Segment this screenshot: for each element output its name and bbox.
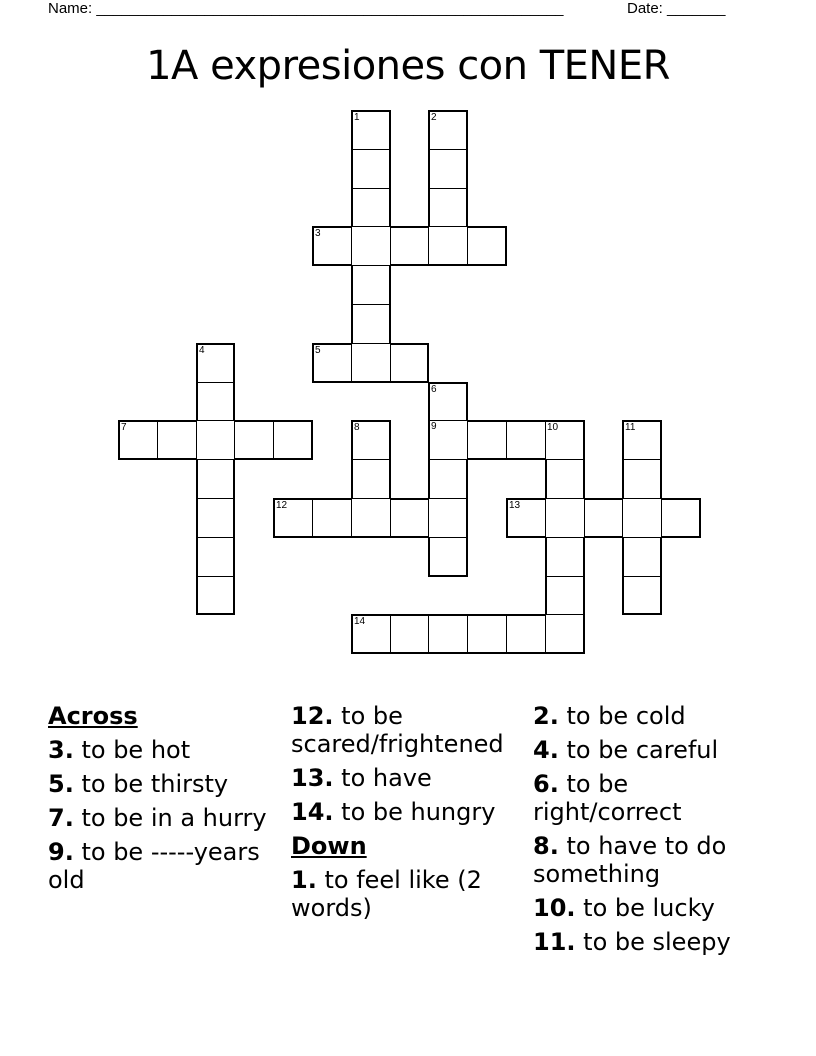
clue-item [291, 866, 531, 922]
clue-text: to be hungry [341, 798, 496, 826]
grid-cell[interactable] [545, 537, 585, 577]
clue-number: 10 [547, 422, 559, 433]
grid-cell[interactable] [428, 382, 468, 421]
grid-cell[interactable] [506, 498, 546, 538]
grid-cell[interactable] [428, 614, 468, 654]
grid-cell[interactable] [196, 459, 235, 499]
grid-cell[interactable] [351, 304, 391, 344]
grid-cell[interactable] [622, 537, 662, 577]
grid-cell[interactable] [467, 614, 507, 654]
clue-text: to be hot [81, 736, 191, 764]
clue-text: to be sleepy [583, 928, 731, 956]
clue-text: to be in a hurry [81, 804, 267, 832]
grid-cell[interactable] [312, 226, 352, 266]
grid-cell[interactable] [351, 459, 391, 499]
clue-num: 8. [533, 832, 559, 860]
clue-num: 6. [533, 770, 559, 798]
clue-text: to be thirsty [81, 770, 229, 798]
clue-number: 6 [431, 384, 437, 395]
clue-item [48, 804, 278, 832]
clue-text: to feel like (2 words) [291, 866, 482, 922]
grid-cell[interactable] [351, 110, 391, 150]
grid-cell[interactable] [584, 498, 623, 538]
grid-cell[interactable] [312, 343, 352, 383]
clue-text: to be lucky [583, 894, 715, 922]
grid-cell[interactable] [545, 459, 585, 499]
grid-cell[interactable] [428, 149, 468, 189]
clue-number: 8 [354, 422, 360, 433]
clue-item [533, 702, 773, 730]
grid-cell[interactable] [622, 420, 662, 460]
clues-column-1 [48, 702, 278, 900]
down-heading: Down [291, 832, 367, 860]
grid-cell[interactable] [390, 498, 429, 538]
grid-cell[interactable] [390, 343, 429, 383]
grid-cell[interactable] [545, 420, 585, 460]
grid-cell[interactable] [351, 614, 391, 654]
clue-num: 11. [533, 928, 576, 956]
clue-text: to be cold [566, 702, 686, 730]
grid-cell[interactable] [351, 265, 391, 305]
grid-cell[interactable] [390, 614, 429, 654]
clue-number: 3 [315, 228, 321, 239]
clue-text: to have [341, 764, 432, 792]
clue-item [291, 798, 531, 826]
clue-num: 13. [291, 764, 334, 792]
clue-num: 4. [533, 736, 559, 764]
clue-num: 3. [48, 736, 74, 764]
grid-cell[interactable] [196, 537, 235, 577]
grid-cell[interactable] [351, 420, 391, 460]
clue-item [291, 702, 531, 758]
grid-cell[interactable] [351, 226, 391, 266]
clue-text: to be careful [566, 736, 719, 764]
grid-cell[interactable] [661, 498, 701, 538]
clue-num: 14. [291, 798, 334, 826]
clue-number: 11 [625, 422, 636, 433]
clue-num: 1. [291, 866, 317, 894]
clues-column-2 [291, 702, 531, 928]
grid-cell[interactable] [622, 498, 662, 538]
clue-item [48, 838, 278, 894]
grid-cell[interactable] [118, 420, 158, 460]
grid-cell[interactable] [467, 420, 507, 460]
grid-cell[interactable] [196, 343, 235, 383]
clue-num: 10. [533, 894, 576, 922]
clue-text: to be scared/frightened [291, 702, 504, 758]
clue-item [533, 736, 773, 764]
grid-cell[interactable] [428, 537, 468, 577]
clue-text: to be -----years old [48, 838, 260, 894]
clue-number: 1 [354, 112, 360, 123]
clue-text: to be right/correct [533, 770, 682, 826]
grid-cell[interactable] [428, 188, 468, 227]
grid-cell[interactable] [428, 110, 468, 150]
clues-column-3 [533, 702, 773, 962]
grid-cell[interactable] [351, 188, 391, 227]
clue-item [533, 894, 773, 922]
clue-number: 4 [199, 345, 205, 356]
grid-cell[interactable] [467, 226, 507, 266]
clue-item [533, 770, 773, 826]
clue-text: to have to do something [533, 832, 727, 888]
grid-cell[interactable] [196, 498, 235, 538]
clue-item [291, 764, 531, 792]
name-field[interactable]: Name: ________________________________________________________ [48, 0, 564, 17]
date-field[interactable]: Date: _______ [627, 0, 726, 17]
clue-number: 7 [121, 422, 127, 433]
clue-item [48, 770, 278, 798]
clue-num: 2. [533, 702, 559, 730]
clue-number: 12 [276, 500, 288, 511]
grid-cell[interactable] [157, 420, 197, 460]
grid-cell[interactable] [273, 420, 313, 460]
clue-number: 5 [315, 345, 321, 356]
clue-num: 7. [48, 804, 74, 832]
page-title: 1A expresiones con TENER [146, 43, 670, 89]
grid-cell[interactable] [428, 498, 468, 538]
clue-num: 5. [48, 770, 74, 798]
across-heading: Across [48, 702, 138, 730]
grid-cell[interactable] [545, 576, 585, 615]
grid-cell[interactable] [506, 614, 546, 654]
clue-num: 12. [291, 702, 334, 730]
clue-number: 9 [431, 421, 437, 432]
clue-item [48, 736, 278, 764]
clue-item [533, 832, 773, 888]
grid-cell[interactable] [351, 498, 391, 538]
grid-cell[interactable] [351, 343, 391, 383]
grid-cell[interactable] [428, 459, 468, 499]
grid-cell[interactable] [196, 382, 235, 421]
clue-number: 13 [509, 500, 521, 511]
grid-cell[interactable] [196, 576, 235, 615]
grid-cell[interactable] [234, 420, 274, 460]
grid-cell[interactable] [351, 149, 391, 189]
clue-num: 9. [48, 838, 74, 866]
grid-cell[interactable] [312, 498, 352, 538]
clue-number: 2 [431, 112, 437, 123]
grid-cell[interactable] [545, 498, 585, 538]
grid-cell[interactable] [545, 614, 585, 654]
grid-cell[interactable] [196, 420, 235, 460]
grid-cell[interactable] [273, 498, 313, 538]
grid-cell[interactable] [428, 226, 468, 266]
clue-item [533, 928, 773, 956]
grid-cell[interactable] [390, 226, 429, 266]
grid-cell[interactable] [506, 420, 546, 460]
grid-cell[interactable] [428, 420, 468, 460]
clue-number: 14 [354, 616, 366, 627]
grid-cell[interactable] [622, 459, 662, 499]
grid-cell[interactable] [622, 576, 662, 615]
